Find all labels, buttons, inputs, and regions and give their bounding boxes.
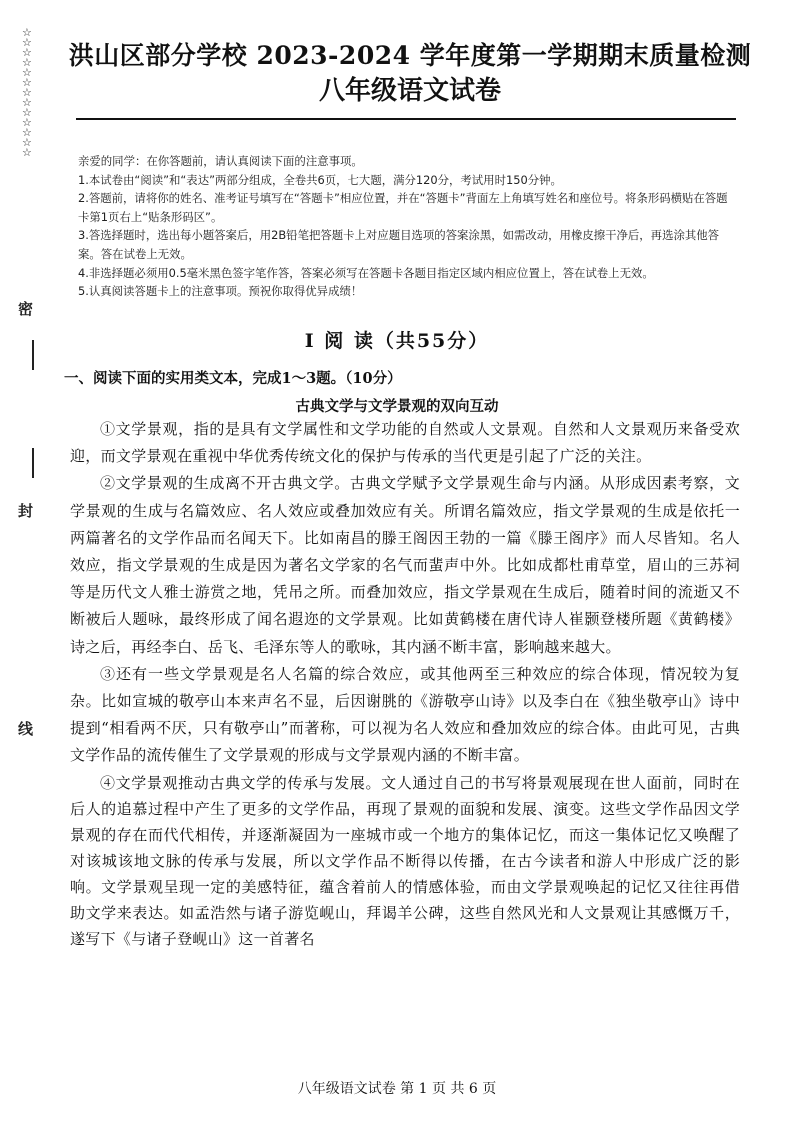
star-border-decoration: ☆☆☆☆☆☆☆☆☆☆☆☆☆ (22, 26, 32, 159)
margin-bracket-bottom (24, 448, 34, 478)
seal-label-feng: 封 (18, 502, 34, 520)
instructions-greeting: 亲爱的同学：在你答题前，请认真阅读下面的注意事项。 (78, 154, 363, 168)
question-stem: 一、阅读下面的实用类文本，完成1～3题。（10分） (64, 370, 402, 387)
instruction-item: 2.答题前，请将你的姓名、准考证号填写在“答题卡”相应位置，并在“答题卡”背面左上角填写姓名和座位号。将条形码横贴在答题卡第1页右上“贴条形码区”。 (78, 191, 728, 224)
binding-margin (18, 28, 48, 1088)
header-divider (76, 118, 736, 120)
section-heading: I 阅 读（共55分） (304, 330, 490, 352)
instruction-item: 3.答选择题时，选出每小题答案后，用2B铅笔把答题卡上对应题目选项的答案涂黑，如需改动，用橡皮擦干净后，再选涂其他答案。答在试卷上无效。 (78, 228, 720, 261)
instructions-block (78, 152, 738, 301)
passage-paragraph: ②文学景观的生成离不开古典文学。古典文学赋予文学景观生命与内涵。从形成因素考察，文学景观的生成与名篇效应、名人效应或叠加效应有关。所谓名篇效应，指文学景观的生成是依托一两篇著名的文学作品而名闻天下。比如南昌的滕王阁因王勃的一篇《滕王阁序》而人尽皆知。名人效应，指文学景观的生成是因为著名文学家的名气而蜚声中外。比如成都杜甫草堂，眉山的三苏祠等是历代文人雅士游赏之地，凭吊之所。而叠加效应，指文学景观在生成后，随着时间的流逝又不断被后人题咏，最终形成了闻名遐迩的文学景观。比如黄鹤楼在唐代诗人崔颢登楼所题《黄鹤楼》诗之后，再经李白、岳飞、毛泽东等人的歌咏，其内涵不断丰富，影响越来越大。 (70, 474, 740, 656)
instruction-item: 1.本试卷由“阅读”和“表达”两部分组成，全卷共6页，七大题，满分120分，考试用时150分钟。 (78, 172, 562, 187)
instruction-item: 4.非选择题必须用0.5毫米黑色签字笔作答，答案必须写在答题卡各题目指定区域内相应位置上，答在试卷上无效。 (78, 265, 654, 280)
article-title: 古典文学与文学景观的双向互动 (295, 398, 499, 415)
page-footer: 八年级语文试卷 第 1 页 共 6 页 (297, 1081, 497, 1097)
passage-paragraph: ③还有一些文学景观是名人名篇的综合效应，或其他两至三种效应的综合体现，情况较为复杂。比如宣城的敬亭山本来声名不显，后因谢朓的《游敬亭山诗》以及李白在《独坐敬亭山》诗中提到“相看两不厌，只有敬亭山”而著称，可以视为名人效应和叠加效应的综合体。由此可见，古典文学作品的流传催生了文学景观的形成与文学景观内涵的不断丰富。 (70, 664, 740, 765)
exam-subtitle: 八年级语文试卷 (318, 76, 501, 106)
reading-passage (70, 416, 740, 952)
exam-header (60, 40, 760, 108)
instruction-item: 5.认真阅读答题卡上的注意事项。预祝你取得优异成绩！ (78, 284, 363, 299)
passage-paragraph: ④文学景观推动古典文学的传承与发展。文人通过自己的书写将景观展现在世人面前，同时在后人的追慕过程中产生了更多的文学作品，再现了景观的面貌和发展、演变。这些文学作品因文学景观的存在而代代相传，并逐渐凝固为一座城市或一个地方的集体记忆，而这一集体记忆又唤醒了对该城该地文脉的传承与发展，所以文学作品不断得以传播，在古今读者和游人中形成广泛的影响。文学景观呈现一定的美感特征，蕴含着前人的情感体验，而由文学景观唤起的记忆又往往再借助文学来表达。如孟浩然与诸子游览岘山，拜谒羊公碑，这些自然风光和人文景观让其感慨万千，遂写下《与诸子登岘山》这一首著名 (70, 773, 740, 948)
exam-title: 洪山区部分学校 2023-2024 学年度第一学期期末质量检测 (68, 41, 752, 70)
passage-paragraph: ①文学景观，指的是具有文学属性和文学功能的自然或人文景观。自然和人文景观历来备受欢迎，而文学景观在重视中华优秀传统文化的保护与传承的当代更是引起了广泛的关注。 (70, 420, 740, 466)
seal-label-xian: 线 (18, 720, 34, 738)
seal-label-mi: 密 (18, 300, 34, 318)
